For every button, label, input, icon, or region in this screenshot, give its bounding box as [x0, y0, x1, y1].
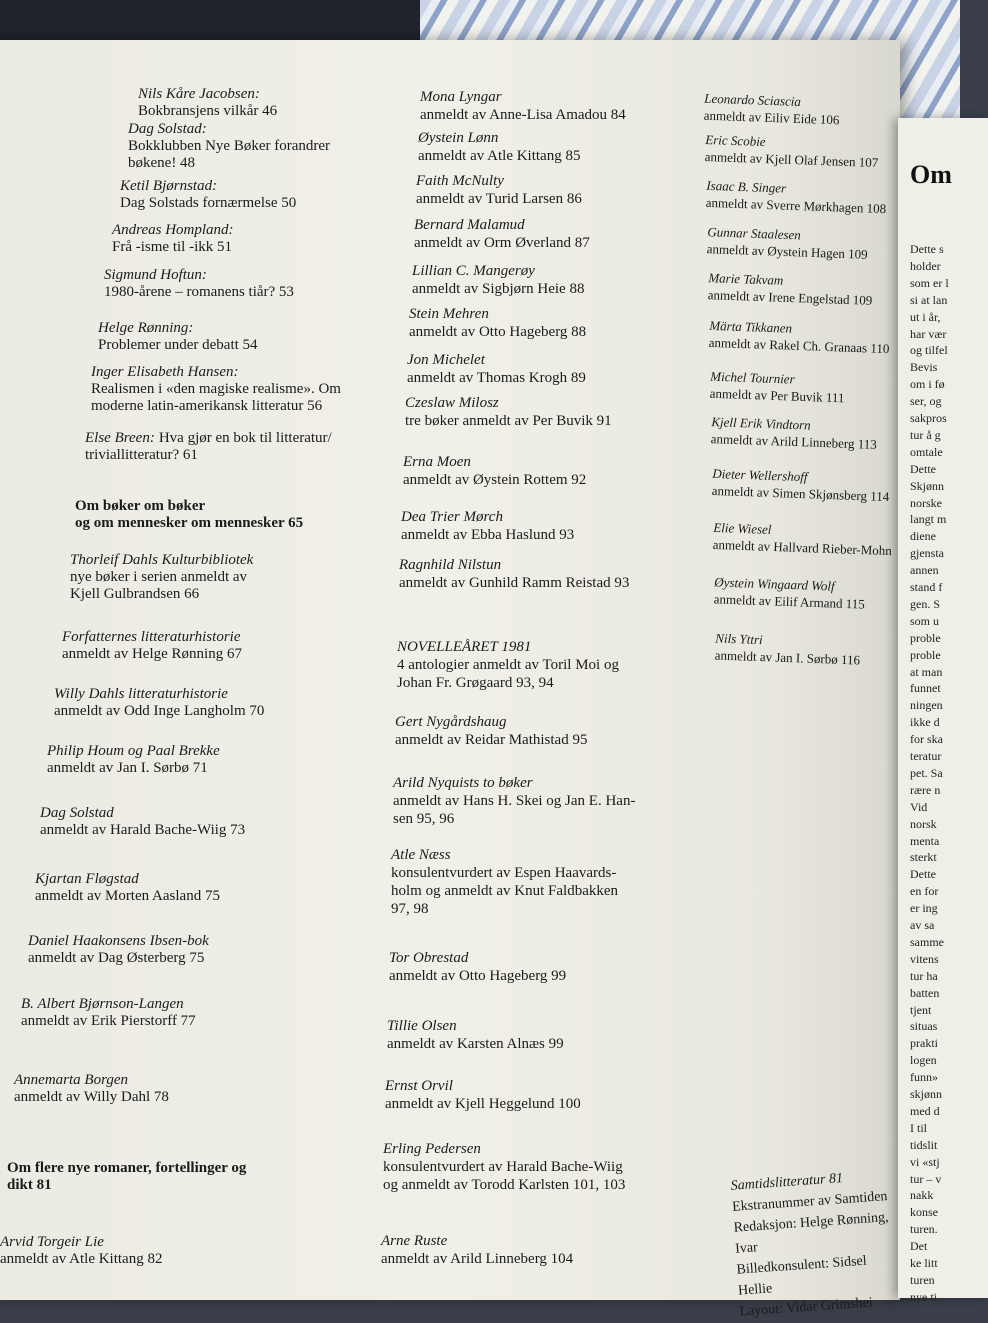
toc-entry	[403, 453, 586, 489]
facing-page-line: proble	[910, 647, 941, 662]
toc-entry-line: anmeldt av Harald Bache-Wiig 73	[40, 822, 246, 838]
toc-entry-heading: Daniel Haakonsens Ibsen-bok	[28, 933, 209, 949]
toc-entry-heading: B. Albert Bjørnson-Langen	[21, 996, 184, 1012]
facing-page-line: er ing	[910, 901, 938, 916]
toc-entry-line: anmeldt av Arild Linneberg 104	[381, 1251, 574, 1267]
facing-page-line: Skjønn	[910, 478, 945, 493]
toc-entry-line: anmeldt av Willy Dahl 78	[14, 1089, 169, 1105]
toc-entry-line: Dag Solstads fornærmelse 50	[120, 195, 297, 211]
toc-entry-heading: Willy Dahls litteraturhistorie	[54, 686, 228, 702]
toc-entry	[389, 949, 566, 985]
toc-entry	[706, 223, 868, 263]
toc-entry-heading: Arne Ruste	[381, 1233, 448, 1249]
toc-entry	[21, 996, 196, 1030]
toc-entry-heading: Atle Næss	[391, 847, 451, 863]
facing-page-line: tur ha	[910, 968, 938, 983]
toc-entry-line: og anmeldt av Torodd Karlsten 101, 103	[383, 1177, 626, 1193]
toc-entry	[387, 1017, 564, 1053]
facing-page	[898, 118, 988, 1304]
toc-entry-line: Johan Fr. Grøgaard 93, 94	[397, 675, 554, 691]
toc-entry-line: anmeldt av Eiliv Eide 106	[703, 107, 840, 128]
toc-entry-heading: Kjartan Fløgstad	[35, 871, 139, 887]
toc-entry	[412, 262, 584, 298]
toc-entry-heading: Inger Elisabeth Hansen:	[91, 364, 239, 380]
facing-page-line: tidslit	[910, 1137, 938, 1152]
toc-entry-line: 1980-årene – romanens tiår? 53	[104, 284, 294, 300]
toc-entry-line: Kjell Gulbrandsen 66	[70, 586, 200, 602]
facing-page-line: konse	[910, 1205, 938, 1220]
toc-entry	[383, 1140, 625, 1194]
toc-entry-line: Bokklubben Nye Bøker forandrer	[128, 138, 331, 154]
toc-entry	[709, 368, 845, 407]
toc-entry-line: Realismen i «den magiske realisme». Om	[91, 381, 341, 397]
facing-page-line: av sa	[910, 918, 935, 932]
toc-entry-line: Hva gjør en bok til litteratur/	[158, 430, 332, 446]
toc-entry-line: anmeldt av Helge Rønning 67	[62, 646, 242, 662]
toc-entry	[418, 129, 580, 165]
toc-entry	[703, 90, 840, 129]
toc-entry	[708, 317, 890, 357]
toc-entry	[397, 638, 619, 692]
facing-page-line: og tilfel	[910, 343, 948, 358]
toc-entry-line: og om mennesker om mennesker 65	[75, 515, 304, 531]
toc-entry-heading: Ragnhild Nilstun	[399, 557, 502, 573]
facing-page-line: I til	[910, 1120, 927, 1135]
facing-page-line: funn»	[910, 1070, 938, 1085]
toc-entry-line: anmeldt av Eilif Armand 115	[713, 591, 866, 612]
facing-page-line: turen.	[910, 1222, 938, 1237]
toc-entry-line: anmeldt av Simen Skjønsberg 114	[711, 482, 890, 505]
toc-entry-line: nye bøker i serien anmeldt av	[70, 569, 248, 585]
toc-entry	[40, 805, 245, 839]
toc-entry-line: anmeldt av Jan I. Sørbø 116	[714, 647, 861, 668]
facing-page-line: langt m	[910, 512, 947, 527]
facing-page-line: ut i år,	[910, 309, 941, 324]
toc-entry-heading: Dieter Wellershoff	[712, 465, 808, 485]
toc-entry-heading: Dag Solstad	[40, 805, 114, 821]
facing-page-line: Dette s	[910, 242, 944, 256]
toc-entry	[713, 573, 865, 612]
facing-page-line: Bevis	[910, 360, 938, 375]
toc-entry-heading: Ernst Orvil	[385, 1078, 453, 1094]
book-page	[0, 40, 900, 1320]
facing-page-line: logen	[910, 1053, 937, 1068]
toc-entry	[707, 269, 873, 309]
toc-entry-heading: Leonardo Sciascia	[704, 90, 802, 110]
toc-entry-heading: Tillie Olsen	[387, 1018, 457, 1034]
toc-entry-heading: Tor Obrestad	[389, 950, 469, 966]
facing-page-line: som u	[910, 613, 940, 628]
facing-page-line: rære n	[910, 782, 941, 797]
toc-entry-heading: Andreas Hompland:	[112, 222, 234, 238]
toc-entry-heading: Erling Pedersen	[383, 1141, 481, 1157]
toc-entry-heading: Erna Moen	[403, 454, 471, 470]
colophon-line: Billedkonsulent: Sidsel Hellie	[736, 1253, 868, 1299]
toc-entry-line: anmeldt av Arild Linneberg 113	[710, 431, 877, 452]
toc-entry	[138, 86, 277, 120]
toc-entry-line: anmeldt av Øystein Hagen 109	[706, 241, 868, 262]
toc-entry	[128, 121, 330, 172]
toc-entry-line: konsulentvurdert av Espen Haavards-	[391, 865, 617, 881]
facing-page-line: en for	[910, 884, 939, 899]
facing-page-line: situas	[910, 1019, 938, 1034]
toc-entry-heading: Gert Nygårdshaug	[395, 714, 507, 730]
toc-entry-heading: Stein Mehren	[409, 306, 489, 322]
toc-entry-heading: Kjell Erik Vindtorn	[711, 414, 811, 433]
toc-entry	[91, 364, 341, 415]
toc-entry	[416, 172, 582, 208]
toc-entry	[112, 222, 234, 256]
toc-entry-heading: Dag Solstad:	[128, 121, 207, 137]
toc-entry-line: anmeldt av Thomas Krogh 89	[407, 370, 586, 386]
toc-entry	[409, 305, 586, 341]
facing-page-line: ikke d	[910, 715, 940, 730]
facing-page-line: stand f	[910, 580, 943, 594]
toc-entry	[385, 1077, 581, 1113]
toc-entry-line: konsulentvurdert av Harald Bache-Wiig	[383, 1159, 623, 1175]
toc-entry	[712, 519, 892, 559]
facing-page-line: Det	[910, 1239, 928, 1254]
facing-page-line: nye ti	[910, 1289, 937, 1304]
toc-entry	[62, 629, 242, 663]
facing-page-line: omtale	[910, 444, 943, 459]
facing-page-line: sakpros	[910, 411, 947, 425]
toc-entry-line: Problemer under debatt 54	[98, 337, 258, 353]
toc-entry-heading: Om bøker om bøker	[75, 498, 206, 514]
toc-entry-line: Bokbransjens vilkår 46	[138, 103, 278, 119]
facing-page-line: med d	[910, 1103, 940, 1118]
toc-entry-line: anmeldt av Morten Aasland 75	[35, 888, 220, 904]
facing-page-line: tjent	[910, 1002, 932, 1017]
toc-entry-heading: Øystein Wingaard Wolf	[714, 574, 835, 594]
toc-entry-heading: Michel Tournier	[710, 368, 795, 387]
colophon-line: Layout: Vidar Grimshei	[739, 1295, 874, 1320]
toc-entry	[705, 177, 887, 217]
facing-page-line: vi «stj	[910, 1154, 940, 1169]
toc-entry-line: moderne latin-amerikansk litteratur 56	[91, 398, 323, 414]
toc-entry-heading: Thorleif Dahls Kulturbibliotek	[70, 552, 254, 568]
facing-page-line: si at lan	[910, 292, 948, 307]
facing-page-line: samme	[910, 934, 944, 949]
facing-page-line: turen	[910, 1272, 935, 1287]
toc-entry	[405, 394, 612, 430]
toc-entry-heading: Sigmund Hoftun:	[104, 267, 207, 283]
toc-entry-line: anmeldt av Rakel Ch. Granaas 110	[708, 334, 890, 357]
facing-page-line: vitens	[910, 951, 939, 966]
facing-page-line: teratur	[910, 749, 942, 763]
toc-entry-line: anmeldt av Atle Kittang 85	[418, 148, 581, 164]
facing-page-line: ningen	[910, 698, 943, 713]
facing-page-line: pet. Sa	[910, 765, 943, 780]
toc-entry	[7, 1160, 246, 1194]
facing-page-line: annen	[910, 563, 939, 578]
toc-entry-line: anmeldt av Dag Østerberg 75	[28, 950, 205, 966]
toc-entry-line: bøkene! 48	[128, 155, 196, 171]
toc-entry-line: anmeldt av Jan I. Sørbø 71	[47, 760, 208, 776]
toc-entry-line: anmeldt av Sverre Mørkhagen 108	[705, 194, 887, 217]
colophon-title: Samtidslitteratur 81	[730, 1171, 844, 1194]
toc-entry-heading: Forfatternes litteraturhistorie	[62, 629, 241, 645]
toc-entry	[75, 498, 303, 532]
facing-page-line: tur å g	[910, 427, 941, 442]
toc-entry	[393, 774, 635, 828]
toc-entry-heading: Czeslaw Milosz	[405, 395, 499, 411]
facing-page-line: norsk	[910, 816, 937, 831]
toc-entry-line: anmeldt av Turid Larsen 86	[416, 191, 582, 207]
colophon-line: Redaksjon: Helge Rønning, Ivar	[733, 1210, 890, 1257]
toc-entry	[399, 556, 629, 592]
toc-entry	[47, 743, 220, 777]
toc-entry	[70, 552, 253, 603]
toc-entry-line: dikt 81	[7, 1177, 52, 1193]
toc-entry-line: anmeldt av Orm Øverland 87	[414, 235, 590, 251]
facing-page-line: har vær	[910, 326, 947, 341]
toc-entry	[420, 88, 626, 124]
toc-entry-line: anmeldt av Atle Kittang 82	[0, 1251, 163, 1267]
toc-entry	[104, 267, 294, 301]
toc-entry-line: anmeldt av Ebba Haslund 93	[401, 527, 575, 543]
toc-entry-heading: Dea Trier Mørch	[401, 509, 503, 525]
facing-page-line: som er l	[910, 275, 949, 290]
facing-page-line: nakk	[910, 1188, 934, 1203]
toc-entry-line: 97, 98	[391, 901, 429, 917]
facing-page-line: norske	[910, 495, 942, 510]
toc-entry	[704, 131, 879, 171]
facing-page-line: Vid	[910, 799, 928, 814]
facing-page-line: gen. S	[910, 596, 940, 611]
toc-entry-line: anmeldt av Otto Hageberg 99	[389, 968, 567, 984]
facing-page-line: at man	[910, 664, 943, 679]
toc-entry	[0, 1234, 162, 1268]
facing-page-line: batten	[910, 985, 940, 1000]
facing-page-line: ser, og	[910, 394, 942, 409]
toc-entry-line: anmeldt av Kjell Olaf Jensen 107	[704, 148, 879, 171]
toc-entry	[381, 1232, 573, 1268]
facing-page-line: skjønn	[910, 1087, 943, 1101]
facing-page-line: tur – v	[910, 1171, 942, 1186]
toc-entry-line: anmeldt av Hans H. Skei og Jan E. Han-	[393, 793, 636, 809]
facing-page-line: Dette	[910, 461, 936, 476]
toc-entry	[120, 178, 296, 212]
toc-entry-heading: Lillian C. Mangerøy	[412, 263, 535, 279]
toc-entry-heading: Isaac B. Singer	[706, 177, 787, 196]
toc-entry-line: anmeldt av Erik Pierstorff 77	[21, 1013, 196, 1029]
toc-entry-line: anmeldt av Odd Inge Langholm 70	[54, 703, 265, 719]
toc-entry-line: anmeldt av Reidar Mathistad 95	[395, 732, 588, 748]
toc-entry-heading: Arild Nyquists to bøker	[393, 775, 533, 791]
toc-entry-line: anmeldt av Irene Engelstad 109	[707, 287, 873, 308]
toc-entry-line: holm og anmeldt av Knut Faldbakken	[391, 883, 619, 899]
facing-page-line: menta	[910, 833, 940, 848]
toc-entry-heading: Ketil Bjørnstad:	[120, 178, 218, 194]
toc-entry-heading: Nils Yttri	[715, 630, 763, 648]
toc-entry-heading: Annemarta Borgen	[14, 1072, 129, 1088]
toc-entry-line: anmeldt av Hallvard Rieber-Mohn	[712, 536, 893, 559]
toc-entry-heading: Helge Rønning:	[98, 320, 194, 336]
facing-page-line: om i fø	[910, 377, 945, 392]
toc-entry-heading: NOVELLEÅRET 1981	[397, 639, 532, 655]
toc-entry	[391, 846, 618, 918]
toc-entry-heading: Marie Takvam	[708, 270, 784, 288]
toc-entry	[711, 465, 890, 505]
toc-entry	[401, 508, 574, 544]
toc-entry-heading: Om flere nye romaner, fortellinger og	[7, 1160, 247, 1176]
toc-entry-line: anmeldt av Kjell Heggelund 100	[385, 1096, 581, 1112]
toc-entry-heading: Mona Lyngar	[420, 89, 502, 105]
toc-entry-line: anmeldt av Per Buvik 111	[709, 385, 845, 406]
toc-entry-line: anmeldt av Gunhild Ramm Reistad 93	[399, 575, 630, 591]
toc-entry-heading: Eric Scobie	[705, 131, 766, 150]
toc-entry	[14, 1072, 169, 1106]
toc-entry	[714, 629, 860, 668]
toc-entry-line: sen 95, 96	[393, 811, 455, 827]
toc-entry-heading: Øystein Lønn	[418, 130, 499, 146]
toc-entry	[98, 320, 258, 354]
toc-entry-heading: Else Breen:	[85, 430, 155, 446]
facing-page-line: diene	[910, 529, 936, 544]
facing-page-line: gjensta	[910, 546, 944, 561]
toc-entry	[35, 871, 220, 905]
facing-page-line: ke litt	[910, 1256, 938, 1270]
toc-entry-heading: Philip Houm og Paal Brekke	[47, 743, 220, 759]
toc-entry-heading: Faith McNulty	[416, 173, 504, 189]
toc-entry-heading: Märta Tikkanen	[709, 317, 793, 336]
toc-entry-heading: Arvid Torgeir Lie	[0, 1234, 104, 1250]
toc-entry-line: anmeldt av Sigbjørn Heie 88	[412, 281, 585, 297]
toc-entry-line: anmeldt av Karsten Alnæs 99	[387, 1036, 564, 1052]
toc-entry-heading: Gunnar Staalesen	[707, 224, 802, 243]
toc-entry	[85, 430, 332, 464]
facing-page-line: for ska	[910, 732, 943, 747]
toc-entry-line: anmeldt av Øystein Rottem 92	[403, 472, 587, 488]
facing-page-line: holder	[910, 258, 941, 273]
facing-page-title: Om	[910, 160, 952, 189]
toc-entry	[407, 351, 586, 387]
toc-entry-line: Frå -isme til -ikk 51	[112, 239, 232, 255]
toc-entry-line: tre bøker anmeldt av Per Buvik 91	[405, 413, 612, 429]
toc-entry-heading: Bernard Malamud	[414, 217, 525, 233]
toc-entry-heading: Elie Wiesel	[713, 519, 772, 537]
facing-page-line: sterkt	[910, 850, 937, 865]
toc-entry-line: anmeldt av Otto Hageberg 88	[409, 324, 587, 340]
toc-entry	[54, 686, 264, 720]
toc-entry-line: triviallitteratur? 61	[85, 447, 198, 463]
toc-entry	[28, 933, 209, 967]
colophon	[730, 1164, 905, 1322]
colophon-line: Ekstranummer av Samtiden	[731, 1189, 888, 1215]
toc-entry-heading: Nils Kåre Jacobsen:	[138, 86, 260, 102]
toc-entry-line: anmeldt av Anne-Lisa Amadou 84	[420, 107, 626, 123]
toc-entry-heading: Jon Michelet	[407, 352, 485, 368]
toc-entry	[395, 713, 587, 749]
toc-entry	[414, 216, 590, 252]
facing-page-line: funnet	[910, 681, 941, 696]
facing-page-line: Dette	[910, 867, 936, 882]
facing-page-line: proble	[910, 630, 941, 645]
facing-page-line: prakti	[910, 1036, 938, 1051]
toc-entry-line: 4 antologier anmeldt av Toril Moi og	[397, 657, 619, 673]
toc-entry	[710, 413, 877, 453]
